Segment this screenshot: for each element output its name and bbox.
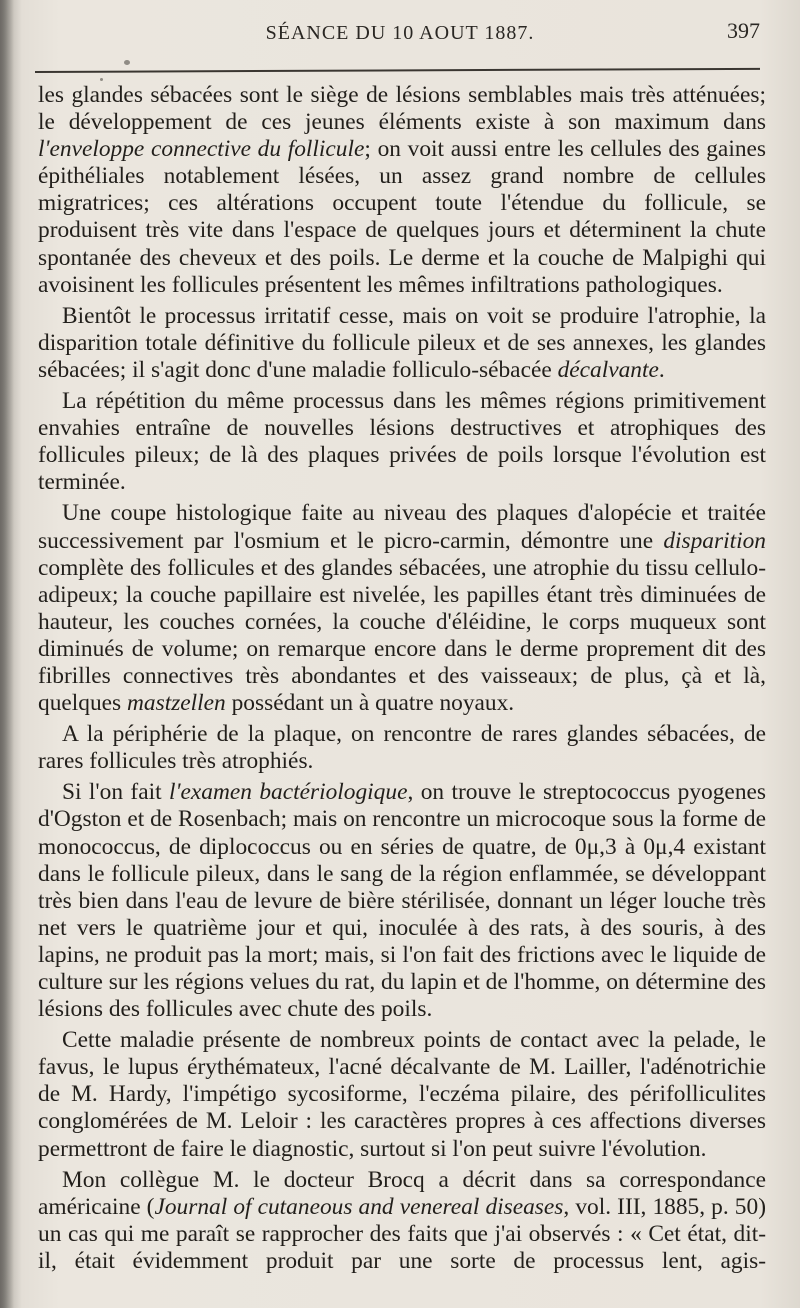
text-run: complète des follicules et des glandes sébacées, une atrophie du tissu cellulo-adipeux; la couche papillaire est nivelée, les papilles étant très diminuées de hauteur, les couches cornées, la couche d'éléidine, le corps muqueux sont diminués de volume; on remarque encore dans le derme proprement dit des fibrilles connectives très abondantes et des vaisseaux; de plus, çà et là, quelques [38,554,766,717]
text-run: ; on voit aussi entre les cellules des gaines épithéliales notablement lésées, un assez grand nombre de cellules migratrices; ces altérations occupent toute l'étendue du follicule, se produisent très vite dans l'espace de quelques jours et déterminent la chute spontanée des cheveux et des poils. Le derme et la couche de Malpighi qui avoisinent les follicules présentent les mêmes infiltrations pathologiques. [38,136,766,298]
binding-shadow [0,0,14,1308]
paragraph-2 [38,303,766,384]
text-run: A la périphérie de la plaque, on rencontre de rares glandes sébacées, de rares follicules très atrophiés. [38,721,766,775]
running-title: SÉANCE DU 10 AOUT 1887. [265,22,535,44]
paragraph-6 [38,779,766,1023]
text-run: . [658,356,665,383]
header-rule [35,68,760,73]
text-run: Bientôt le processus irritatif cesse, mais on voit se produire l'atrophie, la disparition totale définitive du follicule pileux et de ses annexes, les glandes sébacées; il s'agit donc d'une maladie folliculo-sébacée [38,302,766,383]
text-run: La répétition du même processus dans les mêmes régions primitivement envahies entraîne de nouvelles lésions destructives et atrophiques des follicules pileux; de là des plaques privées de poils lorsque l'évolution est terminée. [38,388,766,496]
text-run: les glandes sébacées sont le siège de lésions semblables mais très atténuées; le développement de ces jeunes éléments existe à son maximum dans [38,82,766,136]
ink-spot [100,78,103,81]
italic-run: décalvante [557,356,659,383]
italic-run: l'enveloppe connective du follicule [38,136,365,163]
paragraph-8 [38,1167,766,1275]
text-run: possédant un à quatre noyaux. [225,690,515,717]
paragraph-4 [38,500,766,717]
text-body [38,82,766,1279]
text-run: Si l'on fait [62,779,169,806]
page-number: 397 [727,18,760,43]
ink-spot [124,60,130,65]
italic-run: l'examen bactériologique [169,779,408,806]
paragraph-3 [38,388,766,496]
text-run: Mon collègue M. le docteur Brocq a décrit dans sa correspondance américaine ( [38,1166,766,1220]
running-head [40,18,760,58]
text-run: , vol. III, 1885, p. 50) un cas qui me paraît se rapprocher des faits que j'ai observés : « Cet état, dit-il, était évidemment produit par une sorte de processus lent, agis- [38,1193,766,1274]
paragraph-5 [38,721,766,775]
text-run: , on trouve le streptococcus pyogenes d'Ogston et de Rosenbach; mais on rencontre un microcoque sous la forme de monococcus, de diplococcus ou en séries de quatre, de 0μ,3 à 0μ,4 existant dans le follicule pileux, dans le sang de la région enflammée, se développant très bien dans l'eau de levure de bière stérilisée, donnant un léger louche très net vers le quatrième jour et qui, inoculée à des rats, à des souris, à des lapins, ne produit pas la mort; mais, si l'on fait des frictions avec le liquide de culture sur les régions velues du rat, du lapin et de l'homme, on détermine des lésions des follicules avec chute des poils. [38,779,766,1023]
italic-run: disparition [663,527,766,554]
text-run: Cette maladie présente de nombreux points de contact avec la pelade, le favus, le lupus érythémateux, l'acné décalvante de M. Lailler, l'adénotrichie de M. Hardy, l'impétigo sycosiforme, l'eczéma pilaire, des périfolliculites conglomérées de M. Leloir : les caractères propres à ces affections diverses permettront de faire le diagnostic, surtout si l'on peut suivre l'évolution. [38,1027,766,1162]
italic-run: mastzellen [127,690,226,717]
paragraph-1 [38,82,766,299]
italic-run: Journal of cutaneous and venereal diseases [154,1193,564,1220]
paragraph-7 [38,1027,766,1162]
text-run: Une coupe histologique faite au niveau des plaques d'alopécie et traitée successivement par l'osmium et le picro-carmin, démontre une [38,500,766,554]
